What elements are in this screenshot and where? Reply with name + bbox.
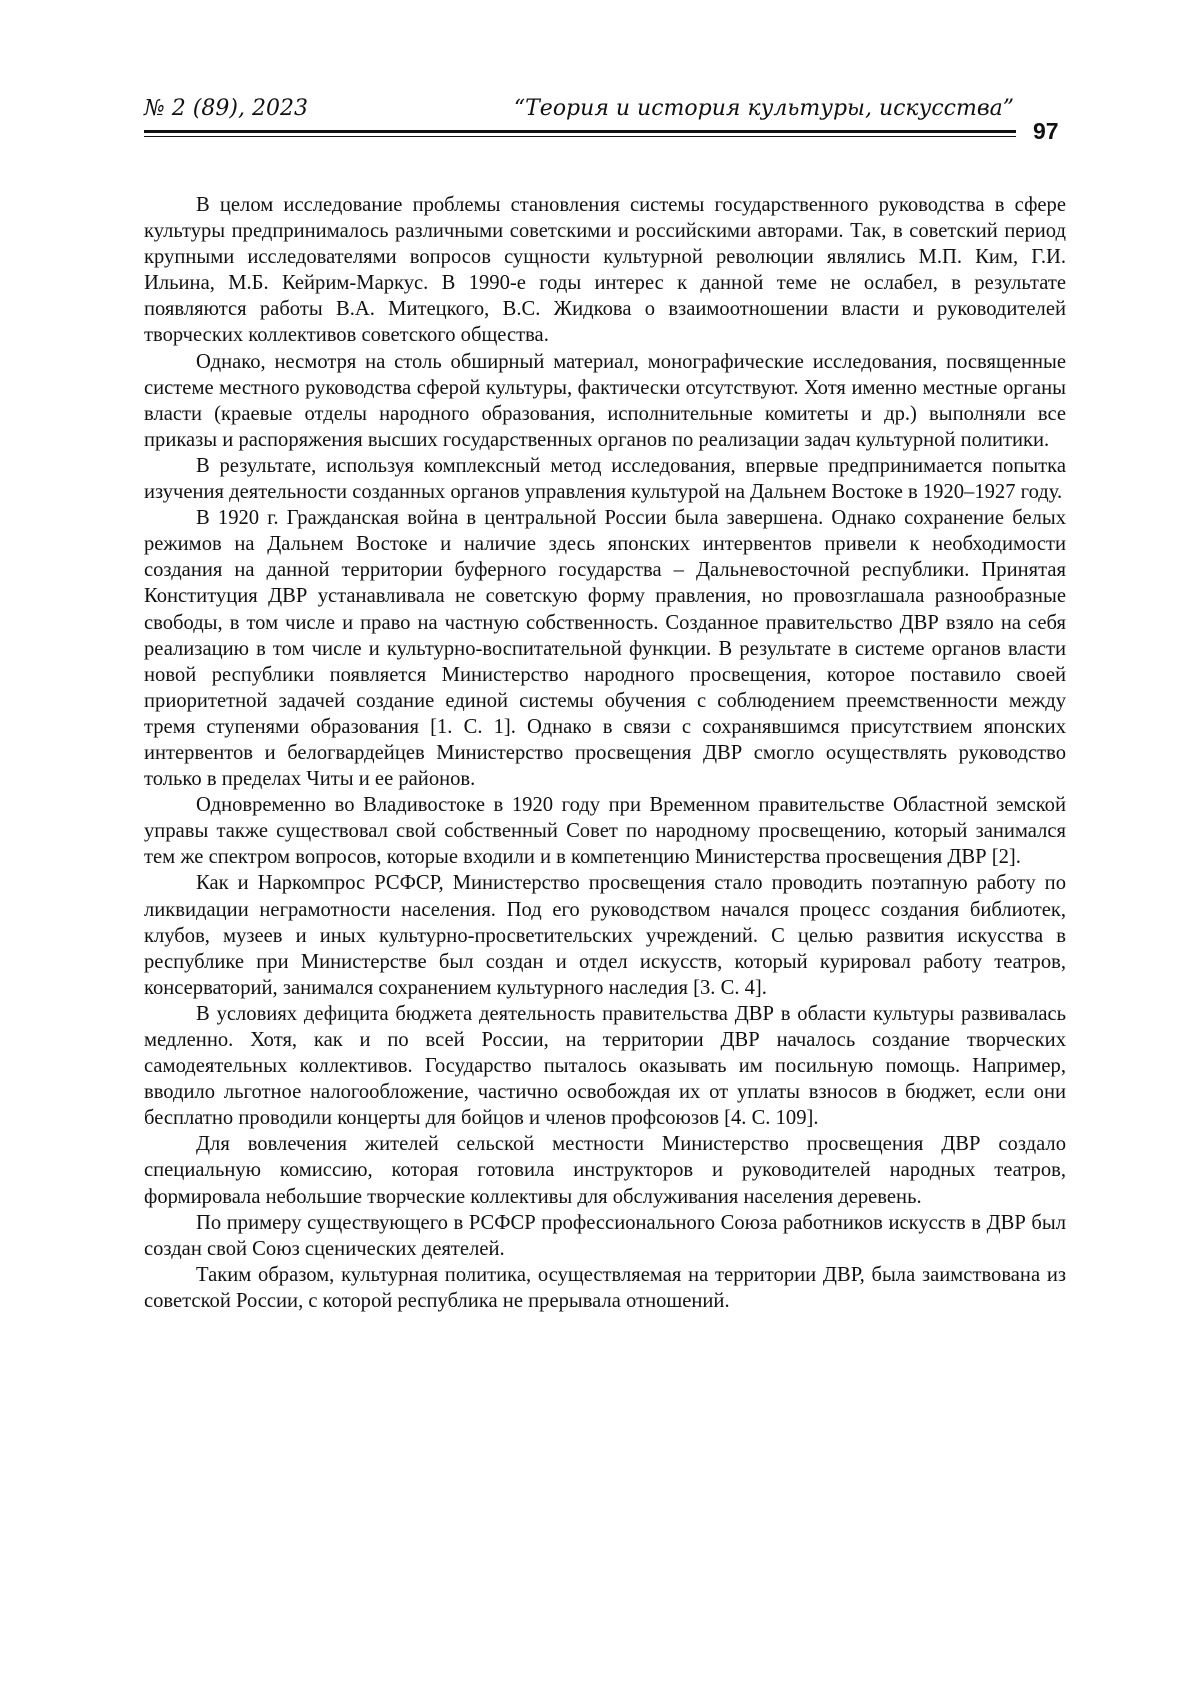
paragraph: В целом исследование проблемы становления системы государственного руководства в сфере культуры предпринималось различными советскими и российскими авторами. Так, в советский период крупными исследователями вопросов сущности культурной революции являлись М.П. Ким, Г.И. Ильина, М.Б. Кейрим-Маркус. В 1990-е годы интерес к данной теме не ослабел, в результате появляются работы В.А. Митецкого, В.С. Жидкова о взаимоотношении власти и руководителей творческих коллективов советского общества. xyxy=(144,194,1066,347)
header-rule-thin xyxy=(144,136,1016,137)
article-body xyxy=(144,192,1066,1314)
paragraph: Таким образом, культурная политика, осуществляемая на территории ДВР, была заимствована из советской России, с которой республика не прерывала отношений. xyxy=(144,1263,1066,1312)
paragraph: Как и Наркомпрос РСФСР, Министерство просвещения стало проводить поэтапную работу по ликвидации неграмотности населения. Под его руководством начался процесс создания библиотек, клубов, музеев и иных культурно-просветительских учреждений. С целью развития искусства в республике при Министерстве был создан и отдел искусств, который курировал работу театров, консерваторий, занимался сохранением культурного наследия [3. С. 4]. xyxy=(144,872,1066,999)
paragraph: В условиях дефицита бюджета деятельность правительства ДВР в области культуры развивалась медленно. Хотя, как и по всей России, на территории ДВР началось создание творческих самодеятельных коллективов. Государство пыталось оказывать им посильную помощь. Например, вводило льготное налогообложение, частично освобождая их от уплаты взносов в бюджет, если они бесплатно проводили концерты для бойцов и членов профсоюзов [4. С. 109]. xyxy=(144,1002,1066,1130)
page-number: 97 xyxy=(1033,118,1059,144)
paragraph: Для вовлечения жителей сельской местности Министерство просвещения ДВР создало специальную комиссию, которая готовила инструкторов и руководителей народных театров, формировала небольшие творческие коллективы для обслуживания населения деревень. xyxy=(144,1133,1066,1208)
journal-title: “Теория и история культуры, искусства” xyxy=(513,96,1014,121)
paragraph: Одновременно во Владивостоке в 1920 году при Временном правительстве Областной земской управы также существовал свой собственный Совет по народному просвещению, который занимался тем же спектром вопросов, которые входили и в компетенцию Министерства просвещения ДВР [2]. xyxy=(144,794,1066,869)
paragraph: Однако, несмотря на столь обширный материал, монографические исследования, посвященные системе местного руководства сферой культуры, фактически отсутствуют. Хотя именно местные органы власти (краевые отделы народного образования, исполнительные комитеты и др.) выполняли все приказы и распоряжения высших государственных органов по реализации задач культурной политики. xyxy=(144,350,1066,451)
issue-label: № 2 (89), 2023 xyxy=(144,96,308,121)
running-header xyxy=(144,96,1014,146)
paragraph: В 1920 г. Гражданская война в центральной России была завершена. Однако сохранение белых режимов на Дальнем Востоке и наличие здесь японских интервентов привели к необходимости создания на данной территории буферного государства – Дальневосточной республики. Принятая Конституция ДВР устанавливала не советскую форму правления, но провозглашала разнообразные свободы, в том числе и право на частную собственность. Созданное правительство ДВР взяло на себя реализацию в том числе и культурно-воспитательной функции. В результате в системе органов власти новой республики появляется Министерство народного просвещения, которое поставило своей приоритетной задачей создание единой системы обучения с соблюдением преемственности между тремя ступенями образования [1. С. 1]. Однако в связи с сохранявшимся присутствием японских интервентов и белогвардейцев Министерство просвещения ДВР смогло осуществлять руководство только в пределах Читы и ее районов. xyxy=(144,507,1066,791)
paragraph: По примеру существующего в РСФСР профессионального Союза работников искусств в ДВР был создан свой Союз сценических деятелей. xyxy=(144,1211,1066,1260)
paragraph: В результате, используя комплексный метод исследования, впервые предпринимается попытка изучения деятельности созданных органов управления культурой на Дальнем Востоке в 1920–1927 году. xyxy=(144,454,1066,504)
header-rule-thick xyxy=(144,130,1016,133)
